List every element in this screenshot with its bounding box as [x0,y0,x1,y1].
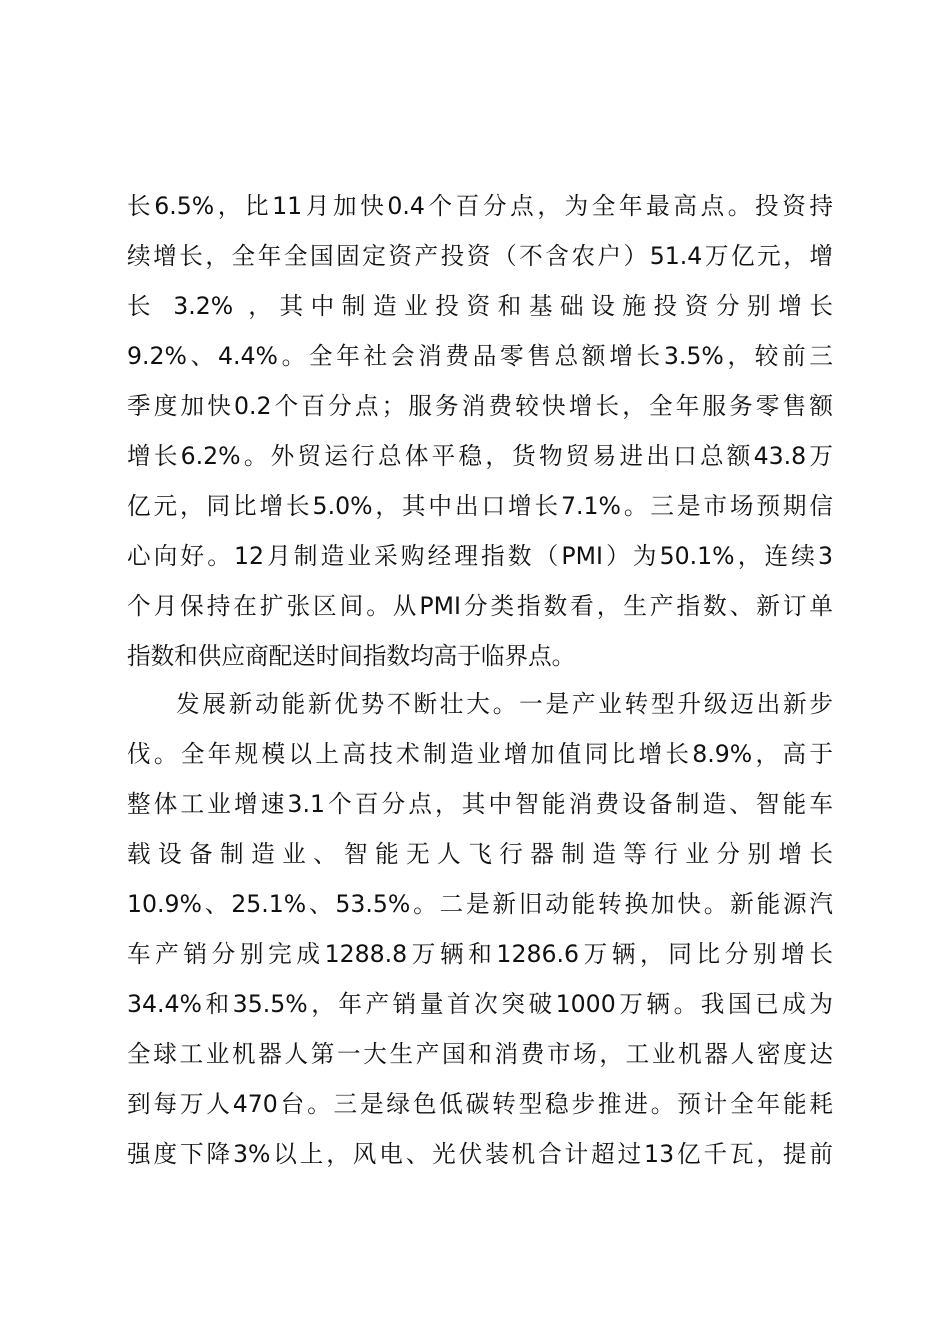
text-line: 季度加快0.2个百分点；服务消费较快增长，全年服务零售额 [127,392,833,420]
text-line: 整体工业增速3.1个百分点，其中智能消费设备制造、智能车 [127,790,833,818]
text-line: 到每万人470台。三是绿色低碳转型稳步推进。预计全年能耗 [127,1090,833,1118]
text-line: 载设备制造业、智能无人飞行器制造等行业分别增长 [127,840,833,868]
text-line: 强度下降3%以上，风电、光伏装机合计超过13亿千瓦，提前 [127,1140,833,1168]
text-line: 10.9%、25.1%、53.5%。二是新旧动能转换加快。新能源汽 [127,890,833,918]
text-line: 34.4%和35.5%，年产销量首次突破1000万辆。我国已成为 [127,990,833,1018]
text-line: 全球工业机器人第一大生产国和消费市场，工业机器人密度达 [127,1040,833,1068]
text-line: 心向好。12月制造业采购经理指数（PMI）为50.1%，连续3 [127,542,833,570]
text-line: 指数和供应商配送时间指数均高于临界点。 [127,642,576,670]
text-line: 车产销分别完成1288.8万辆和1286.6万辆，同比分别增长 [127,940,833,968]
text-line: 续增长，全年全国固定资产投资（不含农户）51.4万亿元，增 [127,242,833,270]
text-line: 伐。全年规模以上高技术制造业增加值同比增长8.9%，高于 [127,740,833,768]
paragraph-economy-indicators [127,181,833,681]
text-line: 增长6.2%。外贸运行总体平稳，货物贸易进出口总额43.8万 [127,442,833,470]
text-line: 长6.5%，比11月加快0.4个百分点，为全年最高点。投资持 [127,192,833,220]
text-line: 发展新动能新优势不断壮大。一是产业转型升级迈出新步 [176,690,833,718]
text-line: 亿元，同比增长5.0%，其中出口增长7.1%。三是市场预期信 [127,492,833,520]
text-line: 个月保持在扩张区间。从PMI分类指数看，生产指数、新订单 [127,592,833,620]
text-line: 9.2%、4.4%。全年社会消费品零售总额增长3.5%，较前三 [127,342,833,370]
paragraph-new-momentum [127,679,833,1179]
text-line: 长 3.2% ，其中制造业投资和基础设施投资分别增长 [127,292,833,320]
